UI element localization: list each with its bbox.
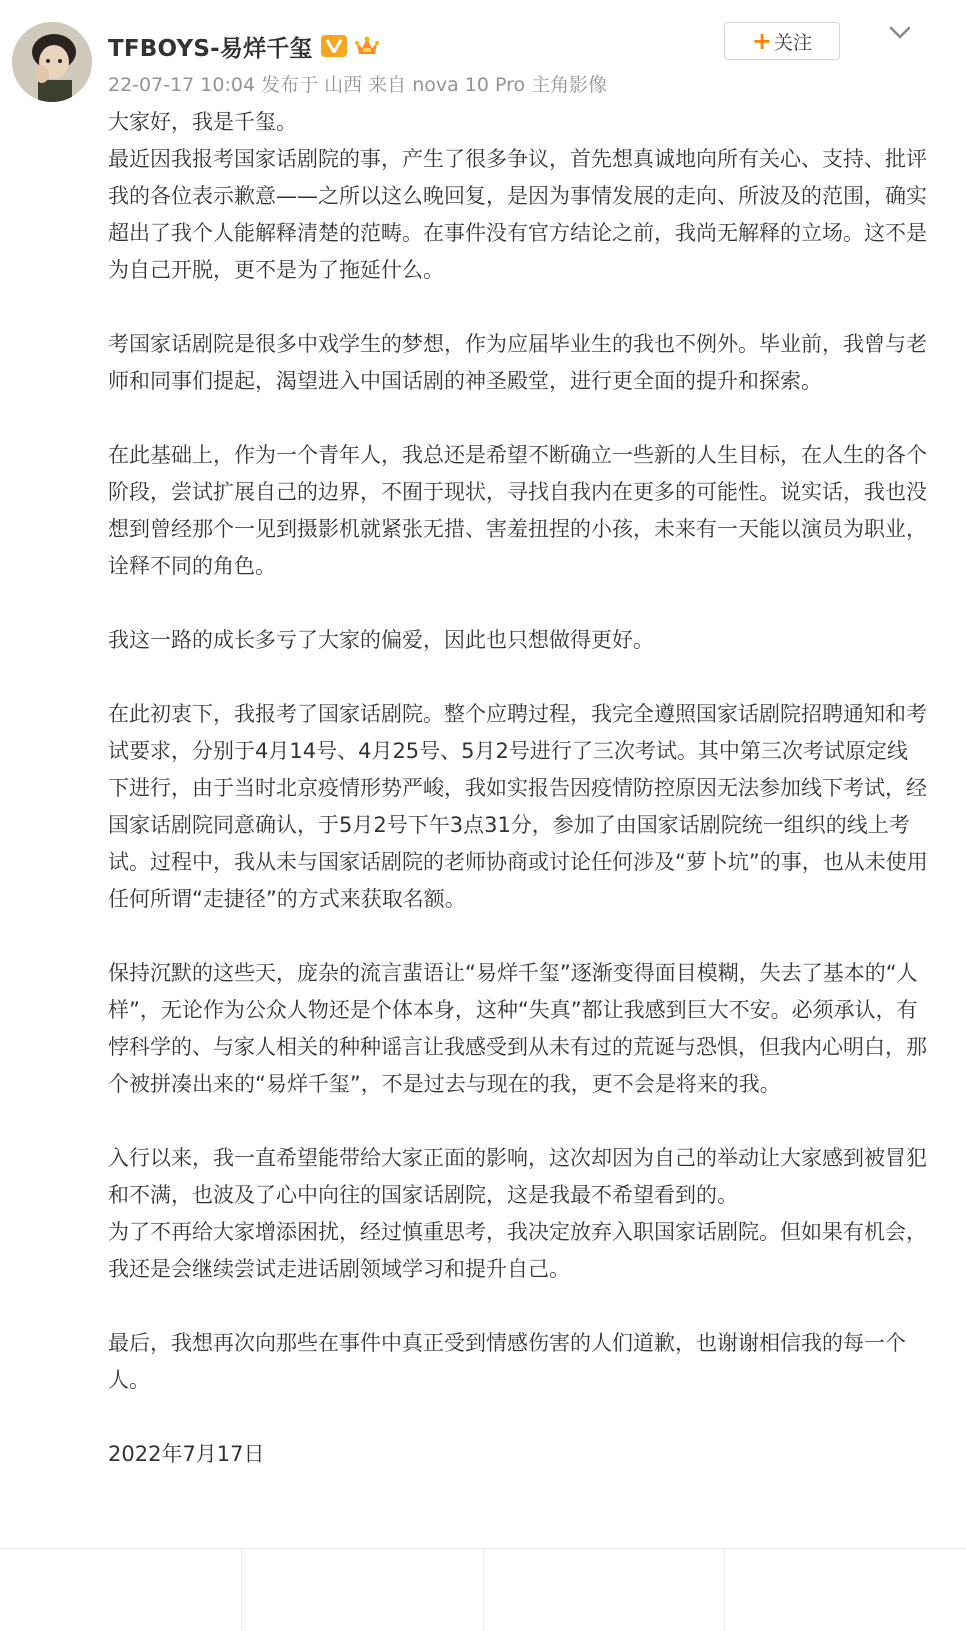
follow-button[interactable] xyxy=(724,22,840,60)
paragraph-gap xyxy=(108,918,928,955)
paragraph: 在此初衷下，我报考了国家话剧院。整个应聘过程，我完全遵照国家话剧院招聘通知和考试要求，分别于4月14号、4月25号、5月2号进行了三次考试。其中第三次考试原定线下进行，由于当时北京疫情形势严峻，我如实报告因疫情防控原因无法参加线下考试，经国家话剧院同意确认，于5月2号下午3点31分，参加了由国家话剧院统一组织的线上考试。过程中，我从未与国家话剧院的老师协商或讨论任何涉及“萝卜坑”的事，也从未使用任何所谓“走捷径”的方式来获取名额。 xyxy=(108,702,928,911)
chevron-down-icon[interactable] xyxy=(886,20,914,44)
action-bar xyxy=(0,1548,966,1631)
post-header xyxy=(0,0,966,110)
paragraph: 在此基础上，作为一个青年人，我总还是希望不断确立一些新的人生目标，在人生的各个阶段，尝试扩展自己的边界，不囿于现状，寻找自我内在更多的可能性。说实话，我也没想到曾经那个一见到摄影机就紧张无措、害羞扭捏的小孩，未来有一天能以演员为职业，诠释不同的角色。 xyxy=(108,443,927,578)
action-bar-cell[interactable] xyxy=(242,1549,484,1631)
author-name[interactable]: TFBOYS-易烊千玺 xyxy=(108,35,313,62)
action-bar-cell[interactable] xyxy=(725,1549,966,1631)
paragraph: 考国家话剧院是很多中戏学生的梦想，作为应届毕业生的我也不例外。毕业前，我曾与老师和同事们提起，渴望进入中国话剧的神圣殿堂，进行更全面的提升和探索。 xyxy=(108,332,927,393)
paragraph-gap xyxy=(108,1103,928,1140)
paragraph-gap xyxy=(108,585,928,622)
paragraph: 入行以来，我一直希望能带给大家正面的影响，这次却因为自己的举动让大家感到被冒犯和不满，也波及了心中向往的国家话剧院，这是我最不希望看到的。 xyxy=(108,1146,927,1207)
plus-icon: + xyxy=(751,27,773,55)
paragraph: 为了不再给大家增添困扰，经过慎重思考，我决定放弃入职国家话剧院。但如果有机会，我还是会继续尝试走进话剧领域学习和提升自己。 xyxy=(108,1220,927,1281)
post-body xyxy=(108,104,928,1473)
paragraph-gap xyxy=(108,1288,928,1325)
paragraph-greeting: 大家好，我是千玺。 xyxy=(108,110,297,134)
action-bar-cell[interactable] xyxy=(484,1549,726,1631)
author-row xyxy=(108,28,381,64)
crown-member-icon[interactable] xyxy=(353,34,381,58)
avatar[interactable] xyxy=(12,22,92,102)
paragraph-gap xyxy=(108,400,928,437)
post-date: 2022年7月17日 xyxy=(108,1442,265,1466)
paragraph-gap xyxy=(108,289,928,326)
paragraph: 保持沉默的这些天，庞杂的流言蜚语让“易烊千玺”逐渐变得面目模糊，失去了基本的“人样”，无论作为公众人物还是个体本身，这种“失真”都让我感到巨大不安。必须承认，有悖科学的、与家人相关的种种谣言让我感受到从未有过的荒诞与恐惧，但我内心明白，那个被拼凑出来的“易烊千玺”，不是过去与现在的我，更不会是将来的我。 xyxy=(108,961,927,1096)
follow-label: 关注 xyxy=(774,31,813,54)
post-meta: 22-07-17 10:04 发布于 山西 来自 nova 10 Pro 主角影像 xyxy=(108,74,608,96)
paragraph-gap xyxy=(108,659,928,696)
paragraph: 我这一路的成长多亏了大家的偏爱，因此也只想做得更好。 xyxy=(108,628,654,652)
paragraph: 最后，我想再次向那些在事件中真正受到情感伤害的人们道歉，也谢谢相信我的每一个人。 xyxy=(108,1331,906,1392)
paragraph-gap xyxy=(108,1399,928,1436)
paragraph: 最近因我报考国家话剧院的事，产生了很多争议，首先想真诚地向所有关心、支持、批评我的各位表示歉意——之所以这么晚回复，是因为事情发展的走向、所波及的范围，确实超出了我个人能解释清楚的范畴。在事件没有官方结论之前，我尚无解释的立场。这不是为自己开脱，更不是为了拖延什么。 xyxy=(108,147,927,282)
action-bar-cell[interactable] xyxy=(0,1549,242,1631)
verified-v-icon xyxy=(321,35,347,57)
